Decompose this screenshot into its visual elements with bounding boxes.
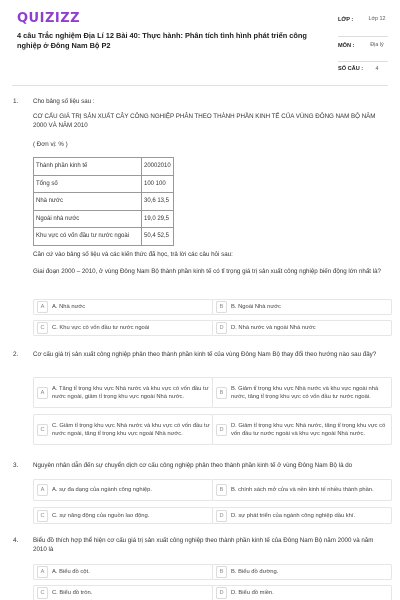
table-cell: Tổng số — [34, 175, 142, 193]
option-letter: D — [216, 587, 227, 599]
question-text: Nguyên nhân dẫn đến sự chuyển dịch cơ cấu công nghiệp phân theo thành phần kinh tế ở vùng Đông Nam Bộ là do — [33, 462, 353, 469]
class-label: LỚP : — [338, 17, 354, 23]
table-cell: Ngoài nhà nước — [34, 210, 142, 228]
option-letter: C — [37, 424, 48, 436]
table-unit: ( Đơn vị: % ) — [33, 141, 68, 148]
option-letter: D — [216, 510, 227, 522]
table-cell: 20002010 — [142, 158, 174, 176]
answer-option-c[interactable] — [33, 585, 213, 600]
answer-option-d[interactable] — [212, 414, 392, 445]
option-letter: A — [37, 484, 48, 496]
option-letter: C — [37, 322, 48, 334]
question-prompt: Cho bảng số liệu sau : — [33, 98, 95, 105]
option-text: C. Khu vực có vốn đầu tư nước ngoài — [52, 324, 150, 331]
table-row — [34, 193, 174, 211]
option-text: D. Giảm tỉ trọng khu vực Nhà nước, tăng tỉ trọng khu vực có vốn đầu tư nước ngoài và khu vực ngoài Nhà nước. — [231, 422, 386, 437]
class-value: Lớp 12 — [368, 16, 386, 22]
table-row — [34, 228, 174, 246]
option-text: B. Biểu đồ đường. — [231, 568, 279, 575]
table-cell: 50,4 52,5 — [142, 228, 174, 246]
option-letter: D — [216, 322, 227, 334]
answer-option-b[interactable] — [212, 299, 392, 315]
option-letter: A — [37, 301, 48, 313]
instruction-text: Căn cứ vào bảng số liệu và các kiến thức đã học, trả lời các câu hỏi sau: — [33, 251, 233, 258]
answer-option-c[interactable] — [33, 414, 213, 445]
option-letter: A — [37, 566, 48, 578]
option-text: A. Nhà nước — [52, 303, 86, 310]
answer-option-b[interactable] — [212, 479, 392, 501]
question-count-value: 4 — [375, 66, 379, 72]
answer-option-c[interactable] — [33, 320, 213, 336]
table-cell: Thành phần kinh tế — [34, 158, 142, 176]
option-letter: C — [37, 510, 48, 522]
option-text: C. sự năng động của nguồn lao động. — [52, 512, 150, 519]
table-cell: 30,6 13,5 — [142, 193, 174, 211]
subject-label: MÔN : — [338, 43, 355, 49]
answer-option-b[interactable] — [212, 377, 392, 408]
option-text: A. Tăng tỉ trọng khu vực Nhà nước và khu vực có vốn đầu tư nước ngoài, giảm tỉ trọng khu vực ngoài Nhà nước. — [52, 385, 209, 400]
option-letter: C — [37, 587, 48, 599]
answer-option-b[interactable] — [212, 564, 392, 580]
quiz-title: 4 câu Trắc nghiệm Địa Lí 12 Bài 40: Thực hành: Phân tích tình hình phát triển công nghiệp ở Đông Nam Bộ P2 — [17, 31, 307, 51]
table-row — [34, 210, 174, 228]
meta-divider — [338, 61, 388, 62]
table-cell: Nhà nước — [34, 193, 142, 211]
answer-option-a[interactable] — [33, 377, 213, 408]
question-number: 4. — [13, 537, 19, 544]
answer-option-a[interactable] — [33, 564, 213, 580]
option-text: B. Ngoài Nhà nước — [231, 303, 281, 310]
option-text: B. Giảm tỉ trọng khu vực Nhà nước và khu vực ngoài nhà nước, tăng tỉ trọng khu vực có vốn đầu tư nước ngoài. — [231, 385, 379, 400]
answer-option-a[interactable] — [33, 299, 213, 315]
option-letter: B — [216, 301, 227, 313]
option-text: B. chính sách mở cửa và nền kinh tế nhiều thành phần. — [231, 486, 374, 493]
data-table — [33, 157, 174, 246]
answer-option-d[interactable] — [212, 320, 392, 336]
subject-value: Địa lý — [370, 42, 384, 48]
option-letter: B — [216, 566, 227, 578]
worksheet-header — [0, 0, 400, 82]
question-text: Giai đoạn 2000 – 2010, ở vùng Đông Nam Bộ thành phần kinh tế có tỉ trọng giá trị sản xuất công nghiệp biến động lớn nhất là? — [33, 268, 381, 275]
answer-option-c[interactable] — [33, 507, 213, 524]
question-number: 3. — [13, 462, 19, 469]
option-letter: D — [216, 424, 227, 436]
question-count-label: SỐ CÂU : — [338, 66, 364, 72]
option-letter: B — [216, 484, 227, 496]
table-title: CƠ CẤU GIÁ TRỊ SẢN XUẤT CÂY CÔNG NGHIỆP PHÂN THEO THÀNH PHẦN KINH TẾ CỦA VÙNG ĐÔNG NAM BỘ NĂM 2000 VÀ NĂM 2010 — [33, 113, 376, 129]
option-text: C. Biểu đồ tròn. — [52, 589, 93, 596]
table-cell: 100 100 — [142, 175, 174, 193]
option-text: D. sự phát triển của ngành công nghiệp dầu khí. — [231, 512, 356, 519]
question-text: Biểu đồ thích hợp thể hiện cơ cấu giá trị sản xuất công nghiệp theo thành phần kinh tế của Đông Nam Bộ năm 2000 và năm 2010 là — [33, 537, 374, 553]
answer-option-d[interactable] — [212, 585, 392, 600]
option-letter: B — [216, 387, 227, 399]
question-number: 1. — [13, 98, 19, 105]
answer-option-d[interactable] — [212, 507, 392, 524]
option-text: D. Nhà nước và ngoài Nhà nước — [231, 324, 316, 331]
header-divider — [12, 85, 388, 86]
option-letter: A — [37, 387, 48, 399]
table-row — [34, 175, 174, 193]
table-cell: Khu vực có vốn đầu tư nước ngoài — [34, 228, 142, 246]
option-text: D. Biểu đồ miền. — [231, 589, 274, 596]
option-text: C. Giảm tỉ trọng khu vực Nhà nước và khu vực có vốn đầu tư nước ngoài, tăng tỉ trọng khu vực ngoài Nhà nước. — [52, 422, 210, 437]
quizizz-logo: QUIZIZZ — [17, 11, 81, 26]
meta-divider — [338, 36, 388, 37]
question-number: 2. — [13, 351, 19, 358]
option-text: A. Biểu đồ cột. — [52, 568, 90, 575]
question-text: Cơ cấu giá trị sản xuất công nghiệp phân theo thành phần kinh tế của vùng Đông Nam Bộ thay đổi theo hướng nào sau đây? — [33, 351, 377, 358]
option-text: A. sự đa dạng của ngành công nghiệp. — [52, 486, 152, 493]
table-cell: 19,0 29,5 — [142, 210, 174, 228]
answer-option-a[interactable] — [33, 479, 213, 501]
table-row — [34, 158, 174, 176]
